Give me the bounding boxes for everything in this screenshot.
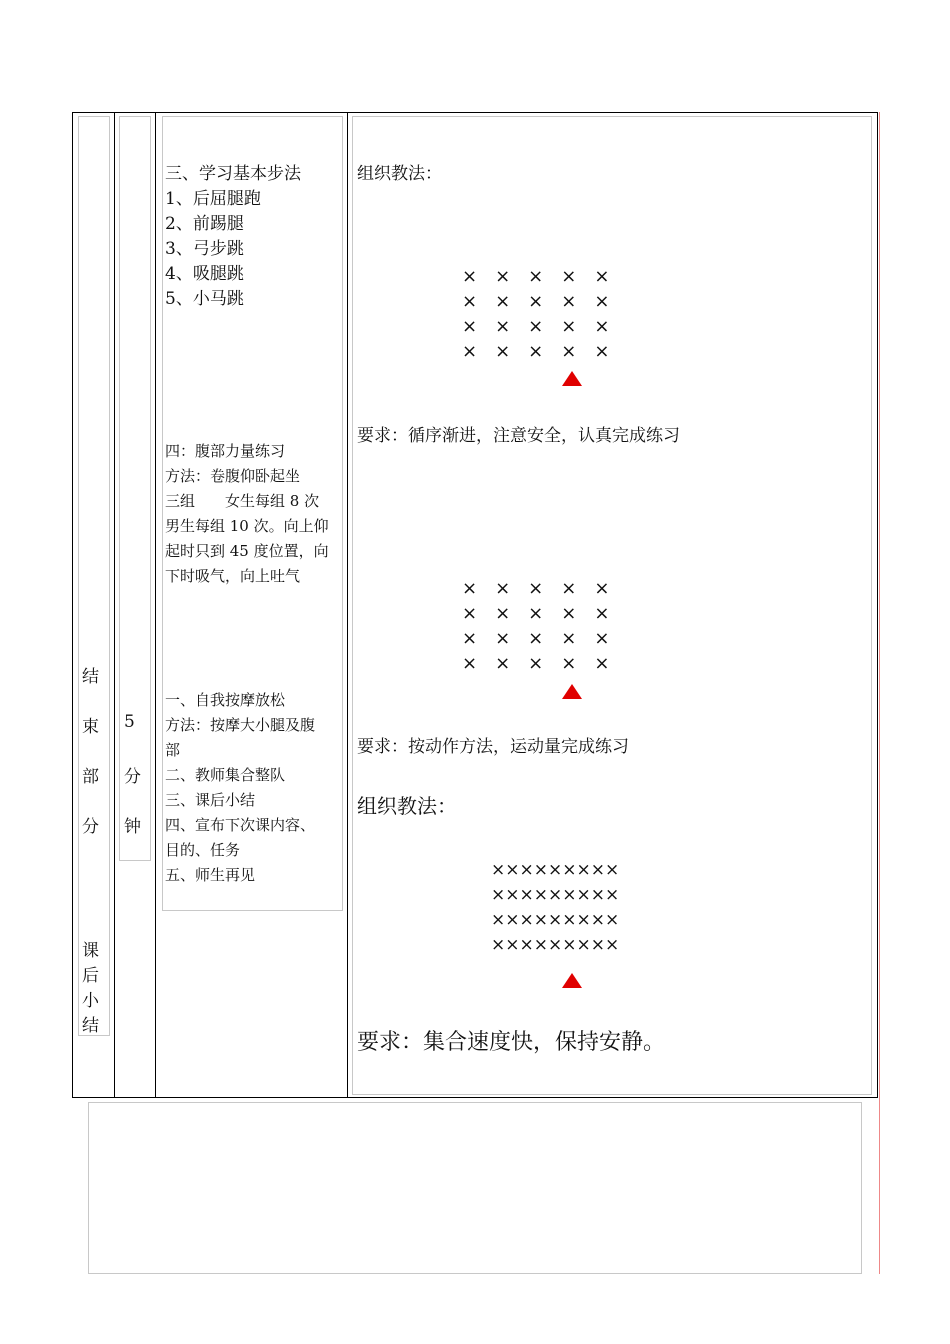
requirement-1: 要求：循序渐进，注意安全，认真完成练习: [357, 426, 680, 446]
content-line: 方法：卷腹仰卧起坐: [165, 467, 301, 485]
content-line: 男生每组 10 次。向上仰: [165, 517, 329, 535]
time-char: 分: [124, 767, 141, 787]
content-line: 下时吸气，向上吐气: [165, 567, 301, 585]
section-char: 分: [82, 817, 99, 837]
time-char: 钟: [124, 817, 141, 837]
org-label-2: 组织教法：: [357, 794, 457, 818]
section-char: 结: [82, 667, 99, 687]
red-triangle-icon: [562, 371, 582, 386]
content-line: 三、课后小结: [165, 791, 256, 809]
summary-char: 后: [82, 966, 99, 986]
content-line: 部: [165, 741, 181, 759]
col1-inner-box: [78, 116, 110, 1036]
red-triangle-icon: [562, 973, 582, 988]
summary-char: 小: [82, 991, 99, 1011]
time-char: 5: [124, 712, 135, 732]
col2-inner-box: [119, 116, 151, 861]
red-triangle-icon: [562, 684, 582, 699]
requirement-2: 要求：按动作方法，运动量完成练习: [357, 737, 629, 757]
summary-char: 结: [82, 1016, 99, 1036]
section-char: 束: [82, 717, 99, 737]
formation-row: ×××××××××: [491, 910, 620, 930]
content-line: 3、弓步跳: [165, 239, 244, 259]
content-line: 三组 女生每组 8 次: [165, 492, 320, 510]
content-line: 五、师生再见: [165, 866, 256, 884]
content-line: 方法：按摩大小腿及腹: [165, 716, 316, 734]
content-line: 四、宣布下次课内容、: [165, 816, 316, 834]
content-line: 目的、任务: [165, 841, 241, 859]
content-line: 四：腹部力量练习: [165, 442, 286, 460]
formation-row: × × × × ×: [462, 628, 610, 649]
content-line: 二、教师集合整队: [165, 766, 286, 784]
formation-row: × × × × ×: [462, 316, 610, 337]
formation-row: × × × × ×: [462, 291, 610, 312]
formation-row: × × × × ×: [462, 603, 610, 624]
summary-char: 课: [82, 941, 99, 961]
formation-row: ×××××××××: [491, 885, 620, 905]
empty-summary-box: [88, 1102, 862, 1274]
formation-row: × × × × ×: [462, 341, 610, 362]
content-line: 起时只到 45 度位置，向: [165, 542, 329, 560]
content-line: 2、前踢腿: [165, 214, 244, 234]
content-line: 5、小马跳: [165, 289, 244, 309]
formation-row: × × × × ×: [462, 653, 610, 674]
content-line: 1、后屈腿跑: [165, 189, 261, 209]
formation-row: ×××××××××: [491, 860, 620, 880]
formation-row: × × × × ×: [462, 578, 610, 599]
red-margin-line: [879, 112, 880, 1274]
content-line: 4、吸腿跳: [165, 264, 244, 284]
formation-row: × × × × ×: [462, 266, 610, 287]
content-line: 一、自我按摩放松: [165, 691, 286, 709]
org-label-1: 组织教法：: [357, 164, 442, 184]
content-line: 三、学习基本步法: [165, 164, 301, 184]
requirement-3: 要求：集合速度快，保持安静。: [357, 1030, 666, 1055]
section-char: 部: [82, 767, 99, 787]
formation-row: ×××××××××: [491, 935, 620, 955]
